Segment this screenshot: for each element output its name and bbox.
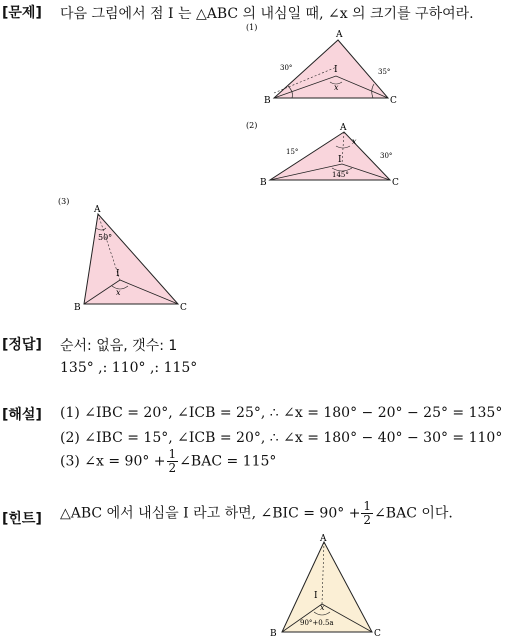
fig3-label-x: x bbox=[116, 288, 121, 297]
fig3-label-a: A bbox=[94, 205, 101, 215]
fig1-angle-b: 30° bbox=[280, 64, 293, 72]
hint-figure bbox=[262, 532, 392, 638]
hint-text bbox=[60, 500, 453, 527]
solution-line-1: (1) ∠IBC = 20°, ∠ICB = 25°, ∴ ∠x = 180° − 20° − 25° = 135° bbox=[60, 405, 503, 421]
problem-tag: [문제] bbox=[2, 5, 42, 21]
fig1-label-i: I bbox=[334, 65, 338, 75]
hint-label-x: x bbox=[320, 603, 325, 612]
solution-line-3 bbox=[60, 448, 276, 475]
hint-label-i: I bbox=[314, 591, 318, 601]
fig1-angle-c: 35° bbox=[378, 68, 391, 76]
figure-1 bbox=[240, 20, 410, 110]
fig2-angle-b: 15° bbox=[286, 148, 299, 156]
fig1-label-c: C bbox=[390, 96, 397, 106]
figure-3 bbox=[52, 194, 202, 318]
fig3-label-i: I bbox=[116, 269, 120, 279]
fig1-label-b: B bbox=[264, 96, 271, 106]
fig2-label-i: I bbox=[338, 155, 342, 165]
answer-tag: [정답] bbox=[2, 337, 42, 353]
solution-fraction-den: 2 bbox=[168, 461, 177, 475]
fig1-label-x: x bbox=[334, 83, 339, 92]
fig3-triangle bbox=[84, 214, 178, 304]
solution-tag: [해설] bbox=[2, 407, 42, 423]
fig1-number: (1) bbox=[246, 23, 258, 32]
problem-text: 다음 그림에서 점 I 는 △ABC 의 내심일 때, ∠x 의 크기를 구하여라. bbox=[60, 6, 474, 22]
hint-text-post: ∠BAC 이다. bbox=[374, 505, 453, 522]
hint-label-c: C bbox=[374, 629, 381, 638]
fig2-triangle bbox=[270, 132, 393, 180]
fig2-label-a: A bbox=[340, 123, 347, 133]
fig2-angle-i: 145° bbox=[332, 171, 349, 179]
fig3-label-c: C bbox=[180, 303, 187, 313]
hint-text-pre: △ABC 에서 내심을 I 라고 하면, ∠BIC = 90° + bbox=[60, 505, 361, 522]
solution-line-2: (2) ∠IBC = 15°, ∠ICB = 20°, ∴ ∠x = 180° − 40° − 30° = 110° bbox=[60, 430, 503, 446]
hint-fraction-num: 1 bbox=[363, 499, 372, 513]
fig2-label-c: C bbox=[392, 178, 399, 188]
fig2-label-b: B bbox=[260, 178, 267, 188]
hint-fraction bbox=[361, 500, 373, 527]
fig3-label-b: B bbox=[74, 303, 81, 313]
fig3-number: (3) bbox=[58, 197, 70, 206]
answer-line-1: 순서: 없음, 갯수: 1 bbox=[60, 338, 178, 354]
hint-tag: [힌트] bbox=[2, 511, 42, 527]
fig2-number: (2) bbox=[246, 121, 258, 130]
solution-line-3-post: ∠BAC = 115° bbox=[179, 453, 277, 470]
fig2-label-x: x bbox=[352, 137, 357, 146]
solution-line-3-pre: (3) ∠x = 90° + bbox=[60, 453, 166, 470]
fig3-angle-a: 50° bbox=[98, 233, 113, 242]
answer-line-2: 135° ,: 110° ,: 115° bbox=[60, 360, 198, 376]
solution-fraction bbox=[167, 448, 179, 475]
fig1-label-a: A bbox=[336, 30, 343, 40]
solution-fraction-num: 1 bbox=[168, 447, 177, 461]
hint-caption: 90°+0.5a bbox=[300, 619, 334, 627]
fig2-angle-c: 30° bbox=[380, 152, 393, 160]
hint-fraction-den: 2 bbox=[363, 513, 372, 527]
hint-label-a: A bbox=[320, 534, 327, 544]
hint-label-b: B bbox=[270, 629, 277, 638]
figure-2 bbox=[240, 116, 410, 192]
